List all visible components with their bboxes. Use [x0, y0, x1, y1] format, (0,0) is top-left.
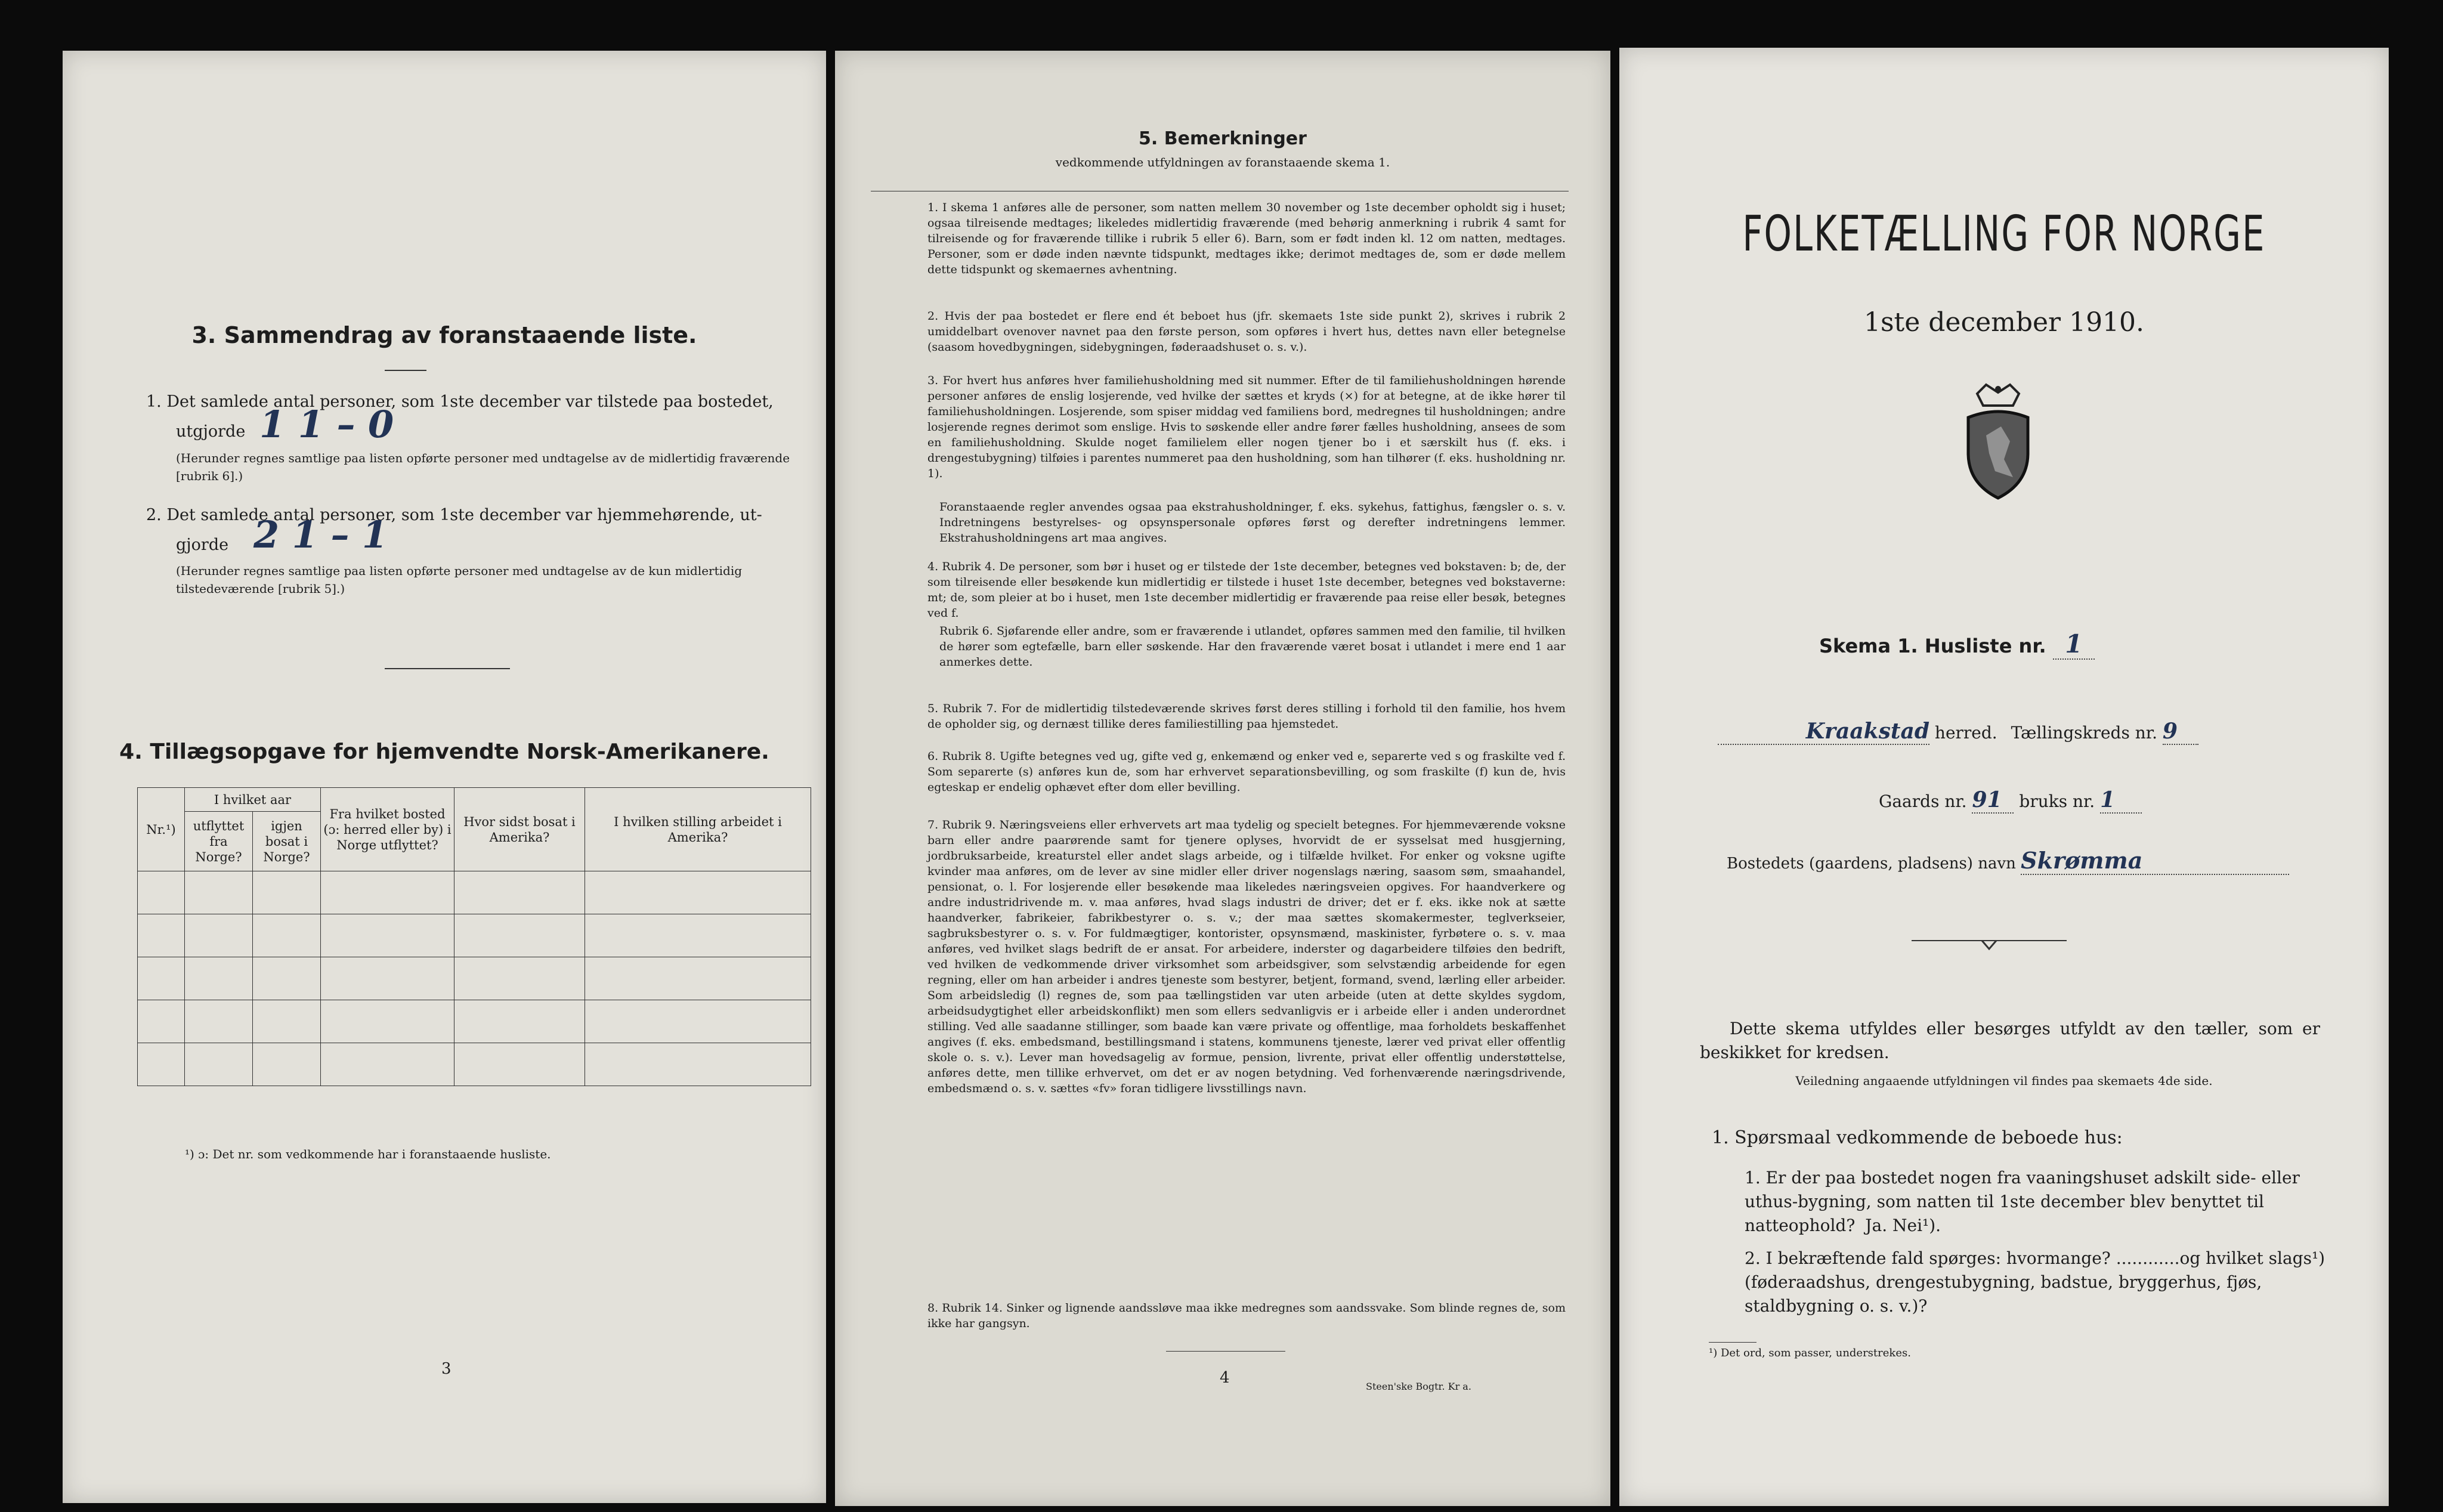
- q1-text: 1. Det samlede antal personer, som 1ste december var tilstede paa bostedet,: [146, 392, 774, 411]
- question-2: 2. I bekræftende fald spørges: hvormange? ............og hvilket slags¹) (føderaadshus, drengestubygning, badstue, bryggerhus, fjøs, staldbygning o. s. v.)?: [1745, 1248, 2326, 1316]
- bemerkninger-title: 5. Bemerkninger: [1139, 128, 1307, 149]
- divider: [1709, 1342, 1757, 1343]
- remark-item: 1. I skema 1 anføres alle de personer, som natten mellem 30 november og 1ste december opholdt sig i huset; ogsaa tilreisende medtages; likeledes midlertidig fraværende (med behørig anmerkning i rubrik 4 samt for tilreisende og for fraværende tillike i rubrik 5 eller 6). Barn, som er født inden kl. 12 om natten, medtages. Personer, som er døde inden nævnte tidspunkt, medtages ikke; derimot medtages de, som er døde mellem dette tidspunkt og skemaernes avhentning.: [927, 201, 1566, 276]
- col-group-year: I hvilket aar: [185, 788, 321, 812]
- page-number: 3: [441, 1360, 452, 1378]
- remark-item: 6. Rubrik 8. Ugifte betegnes ved ug, gifte ved g, enkemænd og enker ved e, separerte ved s og fraskilte ved f. Som separerte (s) anføres kun de, som har erhvervet separationsbevilling, og som fraskilte (f) kun de, hvis egteskap er endelig ophævet efter dom eller bevilling.: [927, 750, 1566, 794]
- cover-page: [1619, 48, 2389, 1506]
- section-4-title: 4. Tillægsopgave for hjemvendte Norsk-Amerikanere.: [119, 740, 769, 764]
- norsk-amerikaner-table: [137, 787, 811, 1086]
- col-utflyttet: utflyttet fra Norge?: [185, 812, 253, 871]
- gaards-line: Gaards nr. 91 bruks nr. 1: [1879, 787, 2142, 814]
- coat-of-arms-icon: [1953, 382, 2043, 501]
- kreds-field: 9: [2163, 719, 2198, 745]
- bruks-field: 1: [2100, 787, 2142, 814]
- col-nr: Nr.¹): [138, 788, 185, 871]
- bemerkninger-subtitle: vedkommende utfyldningen av foranstaaende skema 1.: [1055, 155, 1390, 169]
- q2-utgjorde: gjorde: [176, 536, 229, 554]
- q2-text: 2. Det samlede antal personer, som 1ste december var hjemmehørende, ut-: [146, 506, 762, 524]
- page-number: 4: [1220, 1369, 1230, 1387]
- cover-footnote: ¹) Det ord, som passer, understrekes.: [1709, 1347, 1911, 1359]
- q1-note: (Herunder regnes samtlige paa listen opførte personer med undtagelse av de midlertidig fraværende [rubrik 6].): [176, 451, 790, 483]
- q2-handwritten: 2 1 – 1: [253, 513, 388, 556]
- printer-mark: Steen'ske Bogtr. Kr a.: [1366, 1381, 1471, 1392]
- veiledning: Veiledning angaaende utfyldningen vil findes paa skemaets 4de side.: [1795, 1074, 2213, 1088]
- remark-item: 3. For hvert hus anføres hver familiehusholdning med sit nummer. Efter de til familiehusholdningen hørende personer anføres de enslig losjerende, ved hvilke der sættes et kryds (×) for at betegne, at de ikke hører til familiehusholdningen. Losjerende, som spiser middag ved familiens bord, medregnes til husholdningen; andre losjerende regnes derimot som enslige. Hvis to søskende eller andre fører fælles husholdning, ansees de som en familiehusholdning. Skulde noget familielem eller nogen tjener bo i et særskilt hus (f. eks. i drengestubygning) tilføies i parentes nummeret paa den husholdning, som han tilhører (f. eks. husholdning nr. 1).: [927, 374, 1566, 480]
- col-bosted: Fra hvilket bosted (ɔ: herred eller by) i Norge utflyttet?: [321, 788, 454, 871]
- herred-field: Kraakstad: [1718, 719, 1929, 745]
- q1-handwritten: 1 1 – 0: [259, 403, 394, 446]
- table-row: [138, 1000, 811, 1043]
- q1-utgjorde: utgjorde: [176, 422, 246, 441]
- remark-item: 4. Rubrik 4. De personer, som bør i huset og er tilstede der 1ste december, betegnes ved bokstaven: b; de, der som tilreisende eller besøkende kun midlertidig er tilstede i huset 1ste december, betegnes ved bokstaverne: mt; de, som pleier at bo i huset, men 1ste december midlertidig er fraværende paa reise eller besøk, betegnes ved f.: [927, 560, 1566, 620]
- divider: [1166, 1351, 1285, 1352]
- q1-answer: Ja. Nei¹).: [1865, 1216, 1941, 1235]
- bosted-line: Bostedets (gaardens, pladsens) navn Skrømma: [1727, 847, 2371, 875]
- col-stilling: I hvilken stilling arbeidet i Amerika?: [585, 788, 811, 871]
- table-row: [138, 871, 811, 914]
- cover-title: FOLKETÆLLING FOR NORGE: [1742, 206, 2266, 262]
- remark-item: Foranstaaende regler anvendes ogsaa paa ekstrahusholdninger, f. eks. sykehus, fattighus, fængsler o. s. v. Indretningens bestyrelses- og opsynspersonale opføres først og derefter indretningens lemmer. Ekstrahusholdningens art maa angives.: [939, 500, 1566, 545]
- herred-line: Kraakstad herred. Tællingskreds nr. 9: [1718, 719, 2362, 745]
- remark-item: 8. Rubrik 14. Sinker og lignende aandssløve maa ikke medregnes som aandssvake. Som blinde regnes de, som ikke har gangsyn.: [927, 1301, 1566, 1330]
- remark-item: 2. Hvis der paa bostedet er flere end ét beboet hus (jfr. skemaets 1ste side punkt 2), skrives i rubrik 2 umiddelbart ovenover navnet paa den første person, som opføres i hvert hus, dettes navn eller betegnelse (saasom hovedbygningen, sidebygningen, føderaadshuset o. s. v.).: [927, 310, 1566, 354]
- remark-item: 5. Rubrik 7. For de midlertidig tilstedeværende skrives først deres stilling i forhold til den familie, hos hvem de opholder sig, og dernæst tillike deres familiestilling paa hjemstedet.: [927, 702, 1566, 731]
- table-row: [138, 1043, 811, 1086]
- cover-intro: Dette skema utfyldes eller besørges utfyldt av den tæller, som er beskikket for kredsen.: [1700, 1019, 2320, 1062]
- husliste-nr-field: 1: [2053, 629, 2095, 660]
- cover-date: 1ste december 1910.: [1863, 307, 2145, 338]
- page-4: [835, 51, 1610, 1506]
- col-sidst: Hvor sidst bosat i Amerika?: [454, 788, 585, 871]
- divider: [385, 668, 510, 669]
- remark-item: 7. Rubrik 9. Næringsveiens eller erhvervets art maa tydelig og specielt betegnes. For hjemmeværende voksne barn eller andre paarørende samt for tjenere oplyses, hvorvidt de er sysselsat med husgjerning, jordbruksarbeide, kreaturstel eller andet slags arbeide, og i tilfælde hvilket. For enker og voksne ugifte kvinder maa anføres, om de lever av sine midler eller driver nogenslags næring, saasom søm, smaahandel, pensionat, o. l. For losjerende eller besøkende maa likeledes næringsveien opgives. For haandverkere og andre industridrivende m. v. maa anføres, hvad slags industri de driver; det er f. eks. ikke nok at sætte haandverker, fabrikeier, fabrikbestyrer o. s. v.; der maa sættes skomakermester, teglverkseier, sagbruksbestyrer o. s. v. For fuldmægtiger, kontorister, opsynsmænd, maskinister, fyrbøtere o. s. v. maa anføres, ved hvilket slags bedrift de er ansat. For arbeidere, inderster og dagarbeidere tilføies den bedrift, ved hvilken de vedkommende driver virksomhet som arbeidsgiver, som selvstændig arbeidende for egen regning, eller om han arbeider i andres tjeneste som bestyrer, betjent, formand, svend, lærling eller arbeider. Som arbeidsledig (l) regnes de, som paa tællingstiden var uten arbeide (uten at dette skyldes sygdom, arbeidsudygtighet eller arbeidskonflikt) men som ellers sedvanligvis er i arbeide eller i anden underordnet stilling. Ved alle saadanne stillinger, som baade kan være private og offentlige, maa forholdets beskaffenhet angives (f. eks. embedsmand, bestillingsmand i statens, kommunens tjeneste, lærer ved privat eller offentlig skole o. s. v.). Lever man hovedsagelig av formue, pension, livrente, privat eller offentlig understøttelse, anføres dette, men tillike erhvervet, om det er av nogen betydning. Ved forhenværende næringsdrivende, embedsmænd o. s. v. sættes «fv» foran tidligere livsstillings navn.: [927, 818, 1566, 1095]
- q2-note: (Herunder regnes samtlige paa listen opførte personer med undtagelse av de kun midlertidig tilstedeværende [rubrik 5].): [176, 564, 743, 596]
- remark-item: Rubrik 6. Sjøfarende eller andre, som er fraværende i utlandet, opføres sammen med den familie, til hvilken de hører som egtefælle, barn eller søskende. Har den fraværende været bosat i utlandet i mere end 1 aar anmerkes dette.: [939, 624, 1566, 669]
- table-row: [138, 957, 811, 1000]
- bosted-field: Skrømma: [2021, 847, 2289, 875]
- table-footnote: ¹) ɔ: Det nr. som vedkommende har i foranstaaende husliste.: [185, 1147, 551, 1161]
- section-3-title: 3. Sammendrag av foranstaaende liste.: [191, 322, 697, 348]
- ornament-divider: [1912, 933, 2067, 951]
- gaards-field: 91: [1972, 787, 2014, 814]
- question-1: 1. Er der paa bostedet nogen fra vaaningshuset adskilt side- eller uthus-bygning, som natten til 1ste december blev benyttet til natteophold? Ja. Nei¹).: [1745, 1168, 2300, 1235]
- table-row: [138, 914, 811, 957]
- divider: [385, 370, 426, 371]
- page-3: [63, 51, 826, 1503]
- questions-heading: 1. Spørsmaal vedkommende de beboede hus:: [1712, 1127, 2123, 1148]
- skema-label: Skema 1. Husliste nr. 1: [1819, 629, 2095, 660]
- col-bosat: igjen bosat i Norge?: [253, 812, 321, 871]
